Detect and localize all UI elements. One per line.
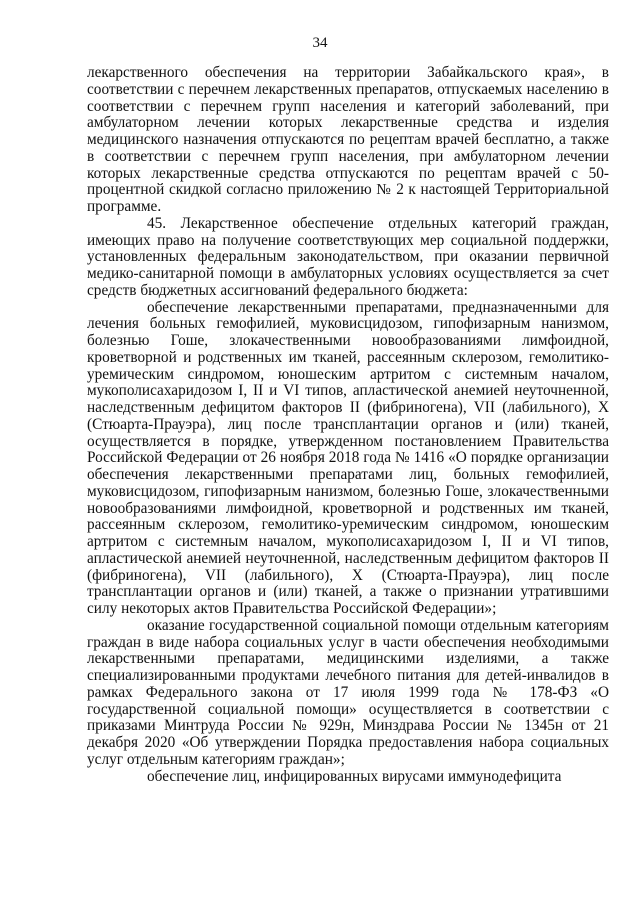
paragraph-item-45: 45. Лекарственное обеспечение отдельных категорий граждан, имеющих право на получение соответствующих мер социальной поддержки, установленных федеральным законодательством, при оказании первичной медико-санитарной помощи в амбулаторных условиях осуществляется за счет средств бюджетных ассигнований федерального бюджета: xyxy=(87,214,609,299)
document-body xyxy=(87,65,609,785)
paragraph-hiv-supply: обеспечение лиц, инфицированных вирусами иммунодефицита xyxy=(147,767,562,785)
paragraph-social-assistance: оказание государственной социальной помощи отдельным категориям граждан в виде набора социальных услуг в части обеспечения необходимыми лекарственными препаратами, медицинскими изделиями, а также специализированными продуктами лечебного питания для детей-инвалидов в рамках Федерального закона от 17 июля 1999 года № 178-ФЗ «О государственной социальной помощи» осуществляется в соответствии с приказами Минтруда России № 929н, Минздрава России № 1345н от 21 декабря 2020 «Об утверждении Порядка предоставления набора социальных услуг отдельным категориям граждан»; xyxy=(87,616,609,768)
page-number: 34 xyxy=(312,35,328,51)
paragraph-continuation: лекарственного обеспечения на территории Забайкальского края», в соответствии с перечнем лекарственных препаратов, отпускаемых населению в соответствии с перечнем групп населения и категорий заболеваний, при амбулаторном лечении которых лекарственные средства и изделия медицинского назначения отпускаются по рецептам врачей бесплатно, а также в соответствии с перечнем групп населения, при амбулаторном лечении которых лекарственные средства отпускаются по рецептам врачей с 50-процентной скидкой согласно приложению № 2 к настоящей Территориальной программе. xyxy=(87,64,609,215)
paragraph-drug-supply: обеспечение лекарственными препаратами, предназначенными для лечения больных гемофилией, муковисцидозом, гипофизарным нанизмом, болезнью Гоше, злокачественными новообразованиями лимфоидной, кроветворной и родственных им тканей, рассеянным склерозом, гемолитико-уремическим синдромом, юношеским артритом с системным началом, мукополисахаридозом I, II и VI типов, апластической анемией неуточненной, наследственным дефицитом факторов II (фибриногена), VII (лабильного), X (Стюарта-Прауэра), лиц после трансплантации органов и (или) тканей, осуществляется в порядке, утвержденном постановлением Правительства Российской Федерации от 26 ноября 2018 года № 1416 «О порядке организации обеспечения лекарственными препаратами лиц, больных гемофилией, муковисцидозом, гипофизарным нанизмом, болезнью Гоше, злокачественными новообразованиями лимфоидной, кроветворной и родственных им тканей, рассеянным склерозом, гемолитико-уремическим синдромом, юношеским артритом с системным началом, мукополисахаридозом I, II и VI типов, апластической анемией неуточненной, наследственным дефицитом факторов II (фибриногена), VII (лабильного), X (Стюарта-Прауэра), лиц после трансплантации органов и (или) тканей, а также о признании утратившими силу некоторых актов Правительства Российской Федерации»; xyxy=(87,298,609,617)
